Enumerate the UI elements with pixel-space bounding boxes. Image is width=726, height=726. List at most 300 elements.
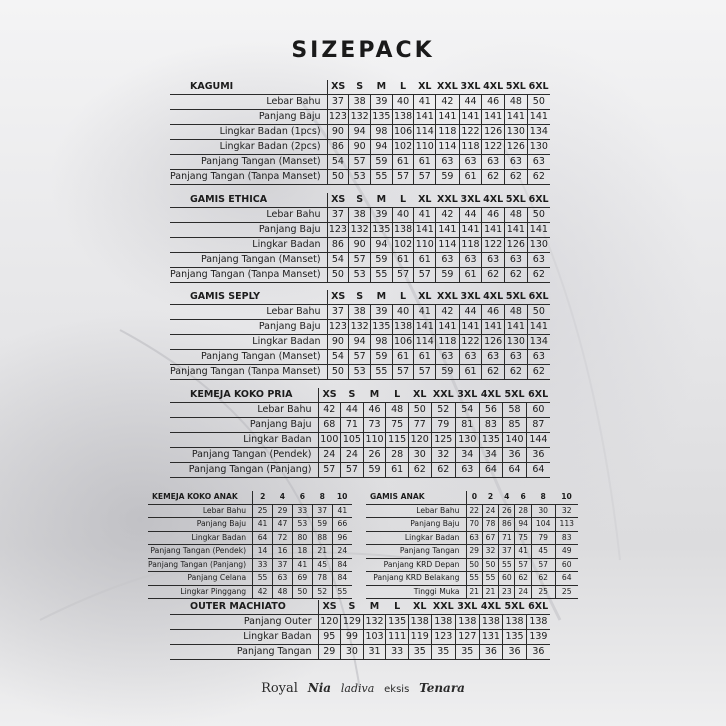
size-value-cell: 28 xyxy=(386,448,409,463)
brand-footer xyxy=(0,681,726,696)
size-value-cell: 81 xyxy=(456,418,480,433)
size-value-cell: 141 xyxy=(414,320,436,335)
table-row xyxy=(148,531,352,545)
size-value-cell: 50 xyxy=(527,208,550,223)
size-value-cell: 62 xyxy=(505,170,528,185)
size-value-cell: 36 xyxy=(526,448,550,463)
size-value-cell: 49 xyxy=(555,545,578,559)
size-value-cell: 46 xyxy=(482,305,505,320)
size-value-cell: 141 xyxy=(414,110,436,125)
size-value-cell: 50 xyxy=(527,95,550,110)
size-value-cell: 141 xyxy=(482,110,505,125)
size-value-cell: 80 xyxy=(292,531,312,545)
size-value-cell: 24 xyxy=(482,504,498,518)
table-row xyxy=(170,433,550,448)
size-value-cell: 122 xyxy=(459,335,482,350)
size-header: 2 xyxy=(487,492,494,502)
size-value-cell: 104 xyxy=(531,518,555,532)
size-table-kemeja-koko-anak xyxy=(148,491,352,599)
row-label: Lingkar Badan xyxy=(170,238,327,253)
size-value-cell: 57 xyxy=(349,253,371,268)
table-row xyxy=(170,268,550,283)
size-value-cell: 114 xyxy=(436,140,459,155)
size-value-cell: 59 xyxy=(363,463,386,478)
table-row xyxy=(366,504,578,518)
size-value-cell: 18 xyxy=(292,545,312,559)
row-label: Lingkar Badan xyxy=(170,335,327,350)
size-value-cell: 50 xyxy=(466,558,482,572)
size-value-cell: 29 xyxy=(318,645,341,660)
size-value-cell: 63 xyxy=(459,253,482,268)
size-value-cell: 29 xyxy=(466,545,482,559)
size-value-cell: 54 xyxy=(327,155,349,170)
table-row xyxy=(170,110,550,125)
size-value-cell: 37 xyxy=(327,305,349,320)
size-value-cell: 114 xyxy=(436,238,459,253)
size-value-cell: 94 xyxy=(349,335,371,350)
size-value-cell: 38 xyxy=(349,208,371,223)
size-value-cell: 57 xyxy=(531,558,555,572)
size-value-cell: 33 xyxy=(292,504,312,518)
size-value-cell: 48 xyxy=(386,403,409,418)
row-label: Lingkar Badan (1pcs) xyxy=(170,125,327,140)
row-label: Panjang Tangan (Manset) xyxy=(170,253,327,268)
table-row xyxy=(148,545,352,559)
size-header: XS xyxy=(318,388,341,403)
size-value-cell: 114 xyxy=(414,335,436,350)
size-value-cell: 138 xyxy=(456,615,480,630)
table-row xyxy=(148,504,352,518)
size-value-cell: 126 xyxy=(482,125,505,140)
size-value-cell: 57 xyxy=(515,558,531,572)
size-value-cell: 38 xyxy=(349,305,371,320)
row-label: Tinggi Muka xyxy=(366,585,466,599)
size-value-cell: 141 xyxy=(436,320,459,335)
size-value-cell: 64 xyxy=(253,531,273,545)
size-value-cell: 88 xyxy=(312,531,332,545)
size-value-cell: 57 xyxy=(414,365,436,380)
size-value-cell: 94 xyxy=(349,125,371,140)
row-label: Panjang Tangan (Panjang) xyxy=(170,463,318,478)
size-value-cell: 90 xyxy=(327,335,349,350)
size-value-cell: 141 xyxy=(436,110,459,125)
size-value-cell: 61 xyxy=(414,253,436,268)
size-value-cell: 62 xyxy=(482,268,505,283)
size-value-cell: 59 xyxy=(436,268,459,283)
size-value-cell: 24 xyxy=(332,545,352,559)
size-value-cell: 52 xyxy=(312,585,332,599)
size-value-cell: 62 xyxy=(527,365,550,380)
size-value-cell: 110 xyxy=(363,433,386,448)
size-value-cell: 46 xyxy=(482,208,505,223)
size-value-cell: 39 xyxy=(371,208,393,223)
table-row xyxy=(170,335,550,350)
size-value-cell: 40 xyxy=(392,305,414,320)
size-header: 6XL xyxy=(528,291,549,303)
row-label: Panjang Baju xyxy=(170,320,327,335)
size-value-cell: 141 xyxy=(527,320,550,335)
size-value-cell: 21 xyxy=(312,545,332,559)
size-value-cell: 62 xyxy=(527,170,550,185)
size-header: L xyxy=(400,81,407,93)
table-row xyxy=(170,418,550,433)
size-value-cell: 37 xyxy=(327,208,349,223)
size-header: XL xyxy=(418,81,432,93)
size-value-cell: 55 xyxy=(371,365,393,380)
table-row xyxy=(148,585,352,599)
size-value-cell: 55 xyxy=(371,268,393,283)
size-value-cell: 24 xyxy=(318,448,341,463)
size-value-cell: 41 xyxy=(253,518,273,532)
size-value-cell: 63 xyxy=(505,155,528,170)
size-value-cell: 94 xyxy=(371,140,393,155)
size-value-cell: 59 xyxy=(312,518,332,532)
size-value-cell: 102 xyxy=(392,140,414,155)
size-value-cell: 39 xyxy=(371,95,393,110)
size-value-cell: 21 xyxy=(466,585,482,599)
size-value-cell: 126 xyxy=(482,335,505,350)
size-header: XXL xyxy=(432,601,454,613)
size-header: L xyxy=(400,194,407,206)
size-value-cell: 44 xyxy=(459,305,482,320)
size-header: XS xyxy=(327,80,349,95)
size-value-cell: 61 xyxy=(459,170,482,185)
row-label: Panjang Baju xyxy=(148,518,253,532)
size-header: L xyxy=(394,389,401,401)
row-label: Lingkar Pinggang xyxy=(148,585,253,599)
row-label: Panjang Tangan (Tanpa Manset) xyxy=(170,365,327,380)
size-value-cell: 50 xyxy=(408,403,431,418)
size-value-cell: 84 xyxy=(332,558,352,572)
size-value-cell: 138 xyxy=(526,615,550,630)
row-label: Panjang Tangan (Manset) xyxy=(170,350,327,365)
table-row xyxy=(170,365,550,380)
table-title: KAGUMI xyxy=(190,81,234,93)
row-label: Lingkar Badan xyxy=(170,433,318,448)
size-value-cell: 25 xyxy=(253,504,273,518)
table-row xyxy=(170,305,550,320)
size-header: M xyxy=(369,601,380,613)
size-value-cell: 138 xyxy=(503,615,527,630)
size-header: XS xyxy=(327,193,349,208)
size-value-cell: 54 xyxy=(456,403,480,418)
size-value-cell: 83 xyxy=(555,531,578,545)
size-value-cell: 63 xyxy=(527,155,550,170)
page-title: SIZEPACK xyxy=(291,38,435,63)
size-header: 4XL xyxy=(480,389,501,401)
size-value-cell: 42 xyxy=(436,208,459,223)
row-label: Lebar Bahu xyxy=(170,305,327,320)
size-value-cell: 61 xyxy=(414,350,436,365)
size-header: XXL xyxy=(437,194,458,206)
size-value-cell: 135 xyxy=(371,320,393,335)
size-value-cell: 141 xyxy=(527,110,550,125)
size-value-cell: 63 xyxy=(459,155,482,170)
size-value-cell: 86 xyxy=(327,140,349,155)
size-value-cell: 30 xyxy=(341,645,364,660)
size-value-cell: 62 xyxy=(505,365,528,380)
size-value-cell: 141 xyxy=(436,223,459,238)
size-value-cell: 34 xyxy=(479,448,503,463)
size-value-cell: 63 xyxy=(436,253,459,268)
size-value-cell: 120 xyxy=(318,615,341,630)
size-header: XXL xyxy=(432,389,454,401)
table-row xyxy=(170,140,550,155)
brand-ladiva: ladiva xyxy=(340,682,375,695)
size-value-cell: 118 xyxy=(459,238,482,253)
table-title: GAMIS ETHICA xyxy=(190,194,268,206)
table-row xyxy=(366,518,578,532)
size-table-outer-machiato xyxy=(170,600,550,660)
size-value-cell: 41 xyxy=(414,208,436,223)
size-header: 6XL xyxy=(528,389,549,401)
size-value-cell: 61 xyxy=(392,155,414,170)
size-value-cell: 62 xyxy=(431,463,455,478)
size-value-cell: 123 xyxy=(327,223,349,238)
size-value-cell: 22 xyxy=(466,504,482,518)
size-value-cell: 46 xyxy=(363,403,386,418)
row-label: Lebar Bahu xyxy=(170,403,318,418)
size-value-cell: 16 xyxy=(273,545,293,559)
table-title: OUTER MACHIATO xyxy=(190,601,286,613)
row-label: Lingkar Badan xyxy=(170,630,318,645)
size-value-cell: 42 xyxy=(436,95,459,110)
size-value-cell: 63 xyxy=(456,463,480,478)
size-value-cell: 141 xyxy=(482,320,505,335)
table-row xyxy=(170,155,550,170)
size-value-cell: 63 xyxy=(436,350,459,365)
size-header: 5XL xyxy=(505,291,526,303)
size-value-cell: 48 xyxy=(505,305,528,320)
size-value-cell: 129 xyxy=(341,615,364,630)
table-row xyxy=(366,585,578,599)
size-value-cell: 86 xyxy=(499,518,515,532)
size-value-cell: 75 xyxy=(515,531,531,545)
size-value-cell: 59 xyxy=(371,350,393,365)
size-header: 3XL xyxy=(457,389,478,401)
size-value-cell: 35 xyxy=(456,645,480,660)
size-value-cell: 141 xyxy=(505,320,528,335)
size-header: XL xyxy=(418,291,432,303)
size-value-cell: 40 xyxy=(392,95,414,110)
table-row xyxy=(170,95,550,110)
size-value-cell: 28 xyxy=(515,504,531,518)
size-value-cell: 35 xyxy=(408,645,431,660)
size-value-cell: 144 xyxy=(526,433,550,448)
size-value-cell: 63 xyxy=(527,350,550,365)
size-value-cell: 84 xyxy=(332,572,352,586)
size-value-cell: 131 xyxy=(479,630,503,645)
size-value-cell: 68 xyxy=(318,418,341,433)
size-value-cell: 123 xyxy=(327,320,349,335)
size-value-cell: 132 xyxy=(363,615,386,630)
size-value-cell: 141 xyxy=(414,223,436,238)
size-value-cell: 123 xyxy=(431,630,455,645)
table-row xyxy=(170,253,550,268)
size-value-cell: 31 xyxy=(363,645,386,660)
size-value-cell: 36 xyxy=(526,645,550,660)
size-header: M xyxy=(376,194,387,206)
size-value-cell: 54 xyxy=(327,350,349,365)
size-value-cell: 79 xyxy=(531,531,555,545)
size-value-cell: 25 xyxy=(555,585,578,599)
size-header: M xyxy=(376,291,387,303)
size-value-cell: 115 xyxy=(386,433,409,448)
size-value-cell: 55 xyxy=(371,170,393,185)
size-value-cell: 135 xyxy=(503,630,527,645)
size-table-gamis-ethica xyxy=(170,193,550,283)
size-value-cell: 138 xyxy=(392,110,414,125)
size-value-cell: 94 xyxy=(515,518,531,532)
size-value-cell: 37 xyxy=(312,504,332,518)
size-value-cell: 135 xyxy=(371,223,393,238)
row-label: Panjang Tangan (Panjang) xyxy=(148,558,253,572)
size-value-cell: 57 xyxy=(392,170,414,185)
size-header: 5XL xyxy=(504,389,525,401)
row-label: Lebar Bahu xyxy=(170,95,327,110)
size-value-cell: 63 xyxy=(436,155,459,170)
size-value-cell: 57 xyxy=(392,365,414,380)
row-label: Panjang Baju xyxy=(366,518,466,532)
row-label: Lingkar Badan (2pcs) xyxy=(170,140,327,155)
size-value-cell: 98 xyxy=(371,335,393,350)
size-value-cell: 14 xyxy=(253,545,273,559)
size-value-cell: 63 xyxy=(466,531,482,545)
size-value-cell: 54 xyxy=(327,253,349,268)
size-value-cell: 42 xyxy=(436,305,459,320)
size-value-cell: 134 xyxy=(527,335,550,350)
table-row xyxy=(170,238,550,253)
size-value-cell: 61 xyxy=(459,268,482,283)
size-value-cell: 48 xyxy=(273,585,293,599)
size-value-cell: 141 xyxy=(505,110,528,125)
size-value-cell: 66 xyxy=(332,518,352,532)
size-value-cell: 53 xyxy=(349,170,371,185)
size-value-cell: 118 xyxy=(459,140,482,155)
size-value-cell: 64 xyxy=(503,463,527,478)
size-value-cell: 139 xyxy=(526,630,550,645)
size-header: 4XL xyxy=(483,81,504,93)
size-value-cell: 140 xyxy=(503,433,527,448)
size-header: XL xyxy=(413,389,427,401)
size-value-cell: 50 xyxy=(327,365,349,380)
size-value-cell: 60 xyxy=(499,572,515,586)
size-header: S xyxy=(348,389,356,401)
size-value-cell: 123 xyxy=(327,110,349,125)
size-value-cell: 32 xyxy=(431,448,455,463)
size-value-cell: 59 xyxy=(436,170,459,185)
size-value-cell: 32 xyxy=(555,504,578,518)
size-header: S xyxy=(348,601,356,613)
size-value-cell: 106 xyxy=(392,335,414,350)
size-value-cell: 127 xyxy=(456,630,480,645)
size-value-cell: 138 xyxy=(431,615,455,630)
size-value-cell: 53 xyxy=(349,365,371,380)
size-value-cell: 45 xyxy=(531,545,555,559)
size-value-cell: 79 xyxy=(431,418,455,433)
size-value-cell: 53 xyxy=(292,518,312,532)
size-value-cell: 48 xyxy=(505,208,528,223)
size-value-cell: 69 xyxy=(292,572,312,586)
size-value-cell: 36 xyxy=(503,645,527,660)
size-header: 4XL xyxy=(480,601,501,613)
size-value-cell: 44 xyxy=(341,403,364,418)
row-label: Panjang Baju xyxy=(170,110,327,125)
table-row xyxy=(170,170,550,185)
size-value-cell: 62 xyxy=(482,170,505,185)
size-value-cell: 98 xyxy=(371,125,393,140)
size-value-cell: 57 xyxy=(414,170,436,185)
size-header: M xyxy=(369,389,380,401)
size-value-cell: 141 xyxy=(505,223,528,238)
size-value-cell: 33 xyxy=(253,558,273,572)
size-value-cell: 37 xyxy=(327,95,349,110)
size-header: M xyxy=(376,81,387,93)
size-value-cell: 113 xyxy=(555,518,578,532)
size-value-cell: 122 xyxy=(482,238,505,253)
size-value-cell: 53 xyxy=(349,268,371,283)
size-value-cell: 38 xyxy=(349,95,371,110)
size-value-cell: 36 xyxy=(503,448,527,463)
size-value-cell: 132 xyxy=(349,320,371,335)
size-value-cell: 35 xyxy=(431,645,455,660)
table-title: KEMEJA KOKO PRIA xyxy=(190,389,293,401)
row-label: Panjang Outer xyxy=(170,615,318,630)
size-value-cell: 62 xyxy=(482,365,505,380)
size-value-cell: 63 xyxy=(273,572,293,586)
row-label: Panjang Tangan (Tanpa Manset) xyxy=(170,170,327,185)
table-row xyxy=(366,558,578,572)
table-row xyxy=(148,558,352,572)
size-value-cell: 135 xyxy=(371,110,393,125)
size-value-cell: 50 xyxy=(527,305,550,320)
size-value-cell: 71 xyxy=(341,418,364,433)
size-value-cell: 44 xyxy=(459,208,482,223)
size-value-cell: 57 xyxy=(318,463,341,478)
size-value-cell: 122 xyxy=(482,140,505,155)
size-header: 8 xyxy=(319,492,325,502)
table-row xyxy=(170,320,550,335)
size-value-cell: 32 xyxy=(482,545,498,559)
size-value-cell: 37 xyxy=(273,558,293,572)
row-label: Lingkar Badan xyxy=(366,531,466,545)
row-label: Panjang Baju xyxy=(170,223,327,238)
table-row xyxy=(366,531,578,545)
size-value-cell: 64 xyxy=(526,463,550,478)
brand-eksis: eksis xyxy=(384,684,410,695)
size-value-cell: 55 xyxy=(332,585,352,599)
size-value-cell: 55 xyxy=(466,572,482,586)
size-value-cell: 71 xyxy=(499,531,515,545)
size-header: 4 xyxy=(504,492,510,502)
size-value-cell: 41 xyxy=(292,558,312,572)
row-label: Panjang Tangan (Tanpa Manset) xyxy=(170,268,327,283)
size-value-cell: 58 xyxy=(503,403,527,418)
size-value-cell: 99 xyxy=(341,630,364,645)
size-value-cell: 110 xyxy=(414,238,436,253)
size-table-kagumi xyxy=(170,80,550,185)
size-value-cell: 96 xyxy=(332,531,352,545)
size-header: L xyxy=(394,601,401,613)
size-value-cell: 56 xyxy=(479,403,503,418)
size-value-cell: 75 xyxy=(386,418,409,433)
size-value-cell: 55 xyxy=(499,558,515,572)
size-value-cell: 23 xyxy=(499,585,515,599)
size-value-cell: 63 xyxy=(527,253,550,268)
row-label: Lebar Bahu xyxy=(366,504,466,518)
size-header: 2 xyxy=(253,491,273,504)
size-value-cell: 62 xyxy=(515,572,531,586)
